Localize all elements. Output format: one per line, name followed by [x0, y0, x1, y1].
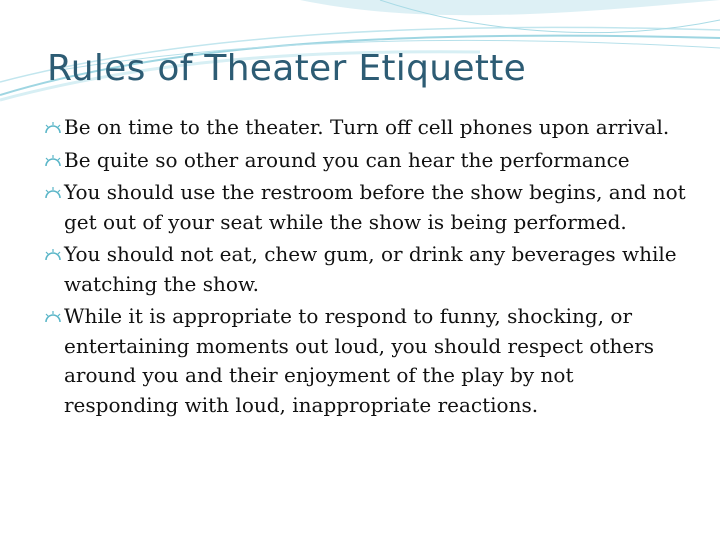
sun-arc-bullet-icon — [44, 248, 62, 261]
bullet-text: You should not eat, chew gum, or drink any beverages while watching the show. — [64, 242, 677, 296]
bullet-item — [44, 302, 694, 420]
bullet-list — [44, 113, 694, 423]
bullet-item — [44, 113, 694, 143]
sun-arc-bullet-icon — [44, 121, 62, 134]
bullet-text: While it is appropriate to respond to funny, shocking, or entertaining moments out loud, you should respect others around you and their enjoyment of the play by not responding with loud, inappropriate reactions. — [64, 304, 655, 417]
sun-arc-bullet-icon — [44, 154, 62, 167]
bullet-item — [44, 178, 694, 237]
sun-arc-bullet-icon — [44, 186, 62, 199]
bullet-text: Be quite so other around you can hear the performance — [64, 147, 630, 172]
sun-arc-bullet-icon — [44, 310, 62, 323]
slide-title: Rules of Theater Etiquette — [47, 48, 527, 89]
bullet-text: You should use the restroom before the show begins, and not get out of your seat while the show is being performed. — [64, 180, 686, 234]
bullet-text: Be on time to the theater. Turn off cell phones upon arrival. — [64, 115, 670, 139]
bullet-item — [44, 146, 694, 176]
bullet-item — [44, 240, 694, 299]
